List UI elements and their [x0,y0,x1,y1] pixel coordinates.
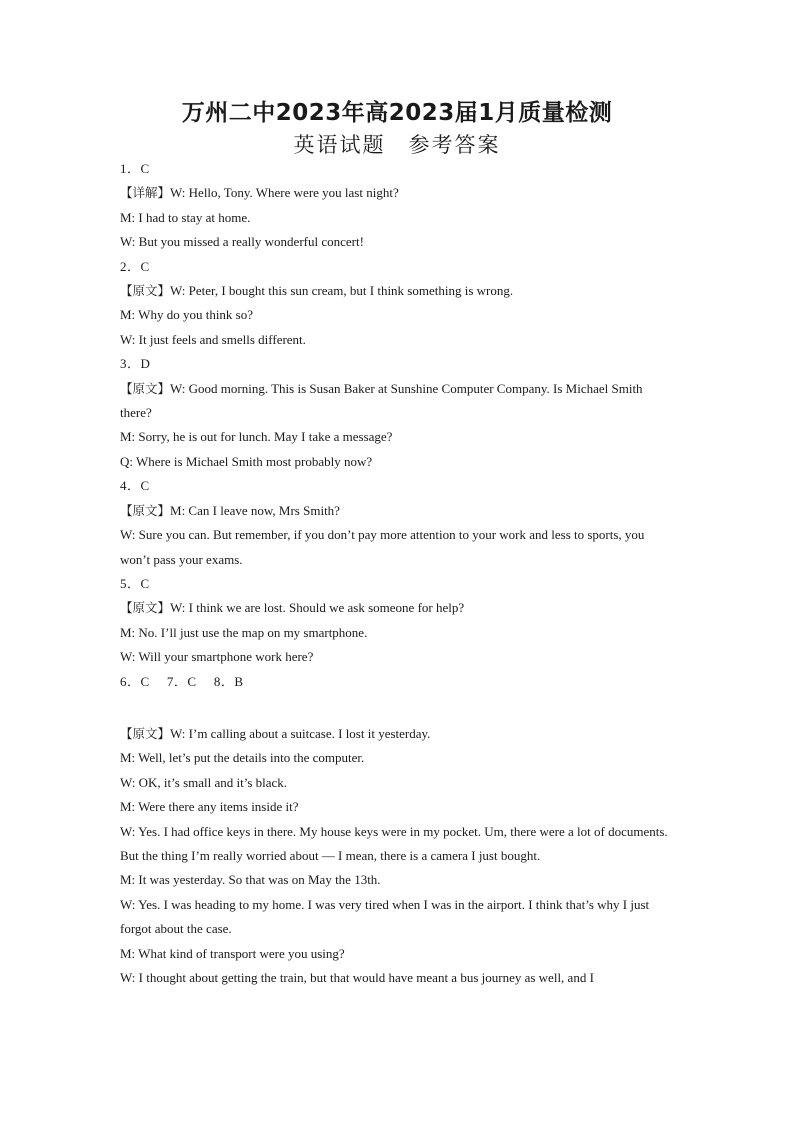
spacer [120,694,676,722]
page-subtitle: 英语试题 参考答案 [293,133,501,157]
original-text-tag: 【原文】 [120,283,171,299]
transcript-line: 【原文】W: Good morning. This is Susan Baker at Sunshine Computer Company. Is Michael Smith there? [120,380,643,421]
transcript-line: M: It was yesterday. So that was on May the 13th. [120,872,381,888]
detail-tag: 【详解】 [120,185,171,201]
transcript-line: W: Yes. I had office keys in there. My house keys were in my pocket. Um, there were a lot of documents. But the thing I’m really worried about — I mean, there is a camera I just bought. [120,823,668,863]
transcript-line: 【原文】M: Can I leave now, Mrs Smith? [120,502,340,518]
original-text-tag: 【原文】 [120,725,171,741]
original-text-tag: 【原文】 [120,502,171,518]
answer-4: 4．C [120,478,150,494]
answer-body [120,157,676,990]
transcript-line: 【详解】W: Hello, Tony. Where were you last night? [120,185,399,201]
transcript-line: M: Were there any items inside it? [120,799,299,815]
transcript-line: 【原文】W: Peter, I bought this sun cream, but I think something is wrong. [120,283,514,299]
transcript-line: 【原文】W: I think we are lost. Should we ask someone for help? [120,600,465,616]
transcript-line: M: Well, let’s put the details into the computer. [120,750,365,766]
transcript-line: M: Why do you think so? [120,307,254,323]
transcript-line: W: Will your smartphone work here? [120,649,314,665]
answer-1: 1．C [120,161,150,176]
transcript-line: M: Sorry, he is out for lunch. May I take a message? [120,429,393,445]
transcript-line: W: Yes. I was heading to my home. I was very tired when I was in the airport. I think that’s why I just forgot about the case. [120,896,650,937]
answer-2: 2．C [120,258,150,274]
transcript-line: W: I thought about getting the train, but that would have meant a bus journey as well, and I [120,970,594,985]
transcript-line: M: I had to stay at home. [120,209,251,225]
page-title: 万州二中2023年高2023届1月质量检测 [181,100,613,126]
transcript-line: W: It just feels and smells different. [120,331,306,347]
original-text-tag: 【原文】 [120,380,171,396]
answer-5: 5．C [120,575,150,591]
transcript-line: W: But you missed a really wonderful concert! [120,234,364,250]
transcript-line: Q: Where is Michael Smith most probably now? [120,453,373,469]
answer-3: 3．D [120,356,151,372]
answers-6-8: 6．C 7．C 8．B [120,673,244,689]
original-text-tag: 【原文】 [120,600,171,616]
transcript-line: M: What kind of transport were you using? [120,945,345,961]
transcript-line: W: Sure you can. But remember, if you don’t pay more attention to your work and less to sports, you won’t pass your exams. [120,527,645,567]
transcript-line: M: No. I’ll just use the map on my smartphone. [120,624,368,640]
transcript-line: 【原文】W: I’m calling about a suitcase. I lost it yesterday. [120,725,431,741]
transcript-line: W: OK, it’s small and it’s black. [120,774,288,790]
